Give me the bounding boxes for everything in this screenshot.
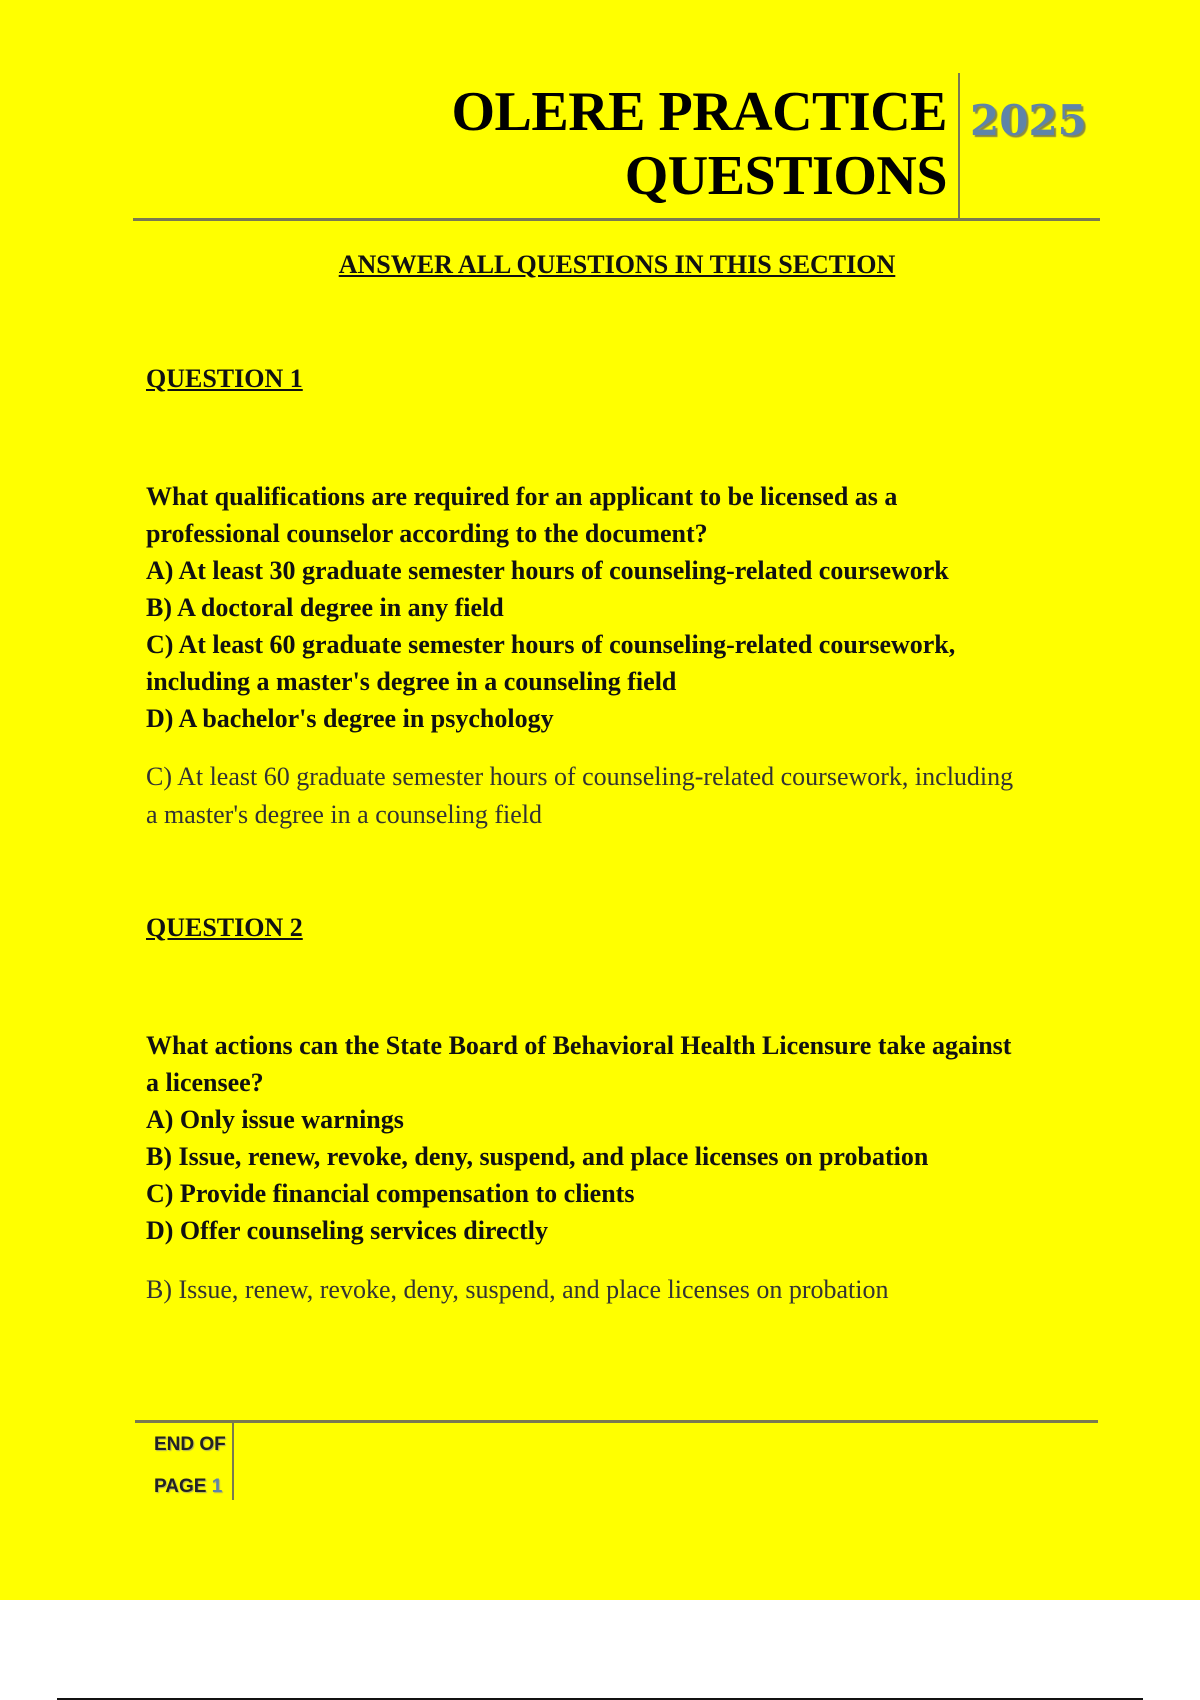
title-line-1: OLERE PRACTICE <box>451 81 947 143</box>
header-rule <box>133 218 1100 221</box>
header-year: 2025 <box>970 96 1087 145</box>
page-title <box>451 80 947 208</box>
footer-line-1: END OF <box>154 1434 226 1455</box>
question-1-answer <box>146 758 1096 834</box>
question-1-answer-line-2: a master's degree in a counseling field <box>146 800 542 829</box>
question-2-body <box>146 1027 1091 1249</box>
question-2-stem-line-1: What actions can the State Board of Behavioral Health Licensure take against <box>146 1031 1012 1060</box>
footer-rule <box>135 1420 1098 1423</box>
question-1-stem-line-2: professional counselor according to the document? <box>146 519 708 548</box>
page-footer <box>154 1424 226 1508</box>
footer-line-2 <box>154 1466 226 1508</box>
question-1-label: QUESTION 1 <box>146 364 303 393</box>
header-divider <box>958 73 960 219</box>
question-1-option-c-line-2: including a master's degree in a counseling field <box>146 667 677 696</box>
question-1-answer-line-1: C) At least 60 graduate semester hours of counseling-related coursework, including <box>146 762 1014 791</box>
question-2-option-b: B) Issue, renew, revoke, deny, suspend, and place licenses on probation <box>146 1142 929 1171</box>
question-2-option-a: A) Only issue warnings <box>146 1105 404 1134</box>
title-line-2: QUESTIONS <box>624 145 947 207</box>
question-1-option-a: A) At least 30 graduate semester hours of counseling-related coursework <box>146 556 949 585</box>
question-2-option-c: C) Provide financial compensation to clients <box>146 1179 635 1208</box>
question-2-stem-line-2: a licensee? <box>146 1068 264 1097</box>
question-1-option-d: D) A bachelor's degree in psychology <box>146 704 554 733</box>
question-1-option-b: B) A doctoral degree in any field <box>146 593 504 622</box>
footer-page-text: PAGE <box>154 1476 212 1497</box>
page-number: 1 <box>211 1476 223 1497</box>
section-heading: ANSWER ALL QUESTIONS IN THIS SECTION <box>338 250 896 279</box>
question-2-label: QUESTION 2 <box>146 913 303 942</box>
question-1-option-c-line-1: C) At least 60 graduate semester hours of counseling-related coursework, <box>146 630 956 659</box>
question-1-body <box>146 478 1091 737</box>
question-2-answer: B) Issue, renew, revoke, deny, suspend, and place licenses on probation <box>146 1275 889 1304</box>
footer-divider <box>232 1420 234 1500</box>
question-1-stem-line-1: What qualifications are required for an applicant to be licensed as a <box>146 482 898 511</box>
question-2-option-d: D) Offer counseling services directly <box>146 1216 548 1245</box>
